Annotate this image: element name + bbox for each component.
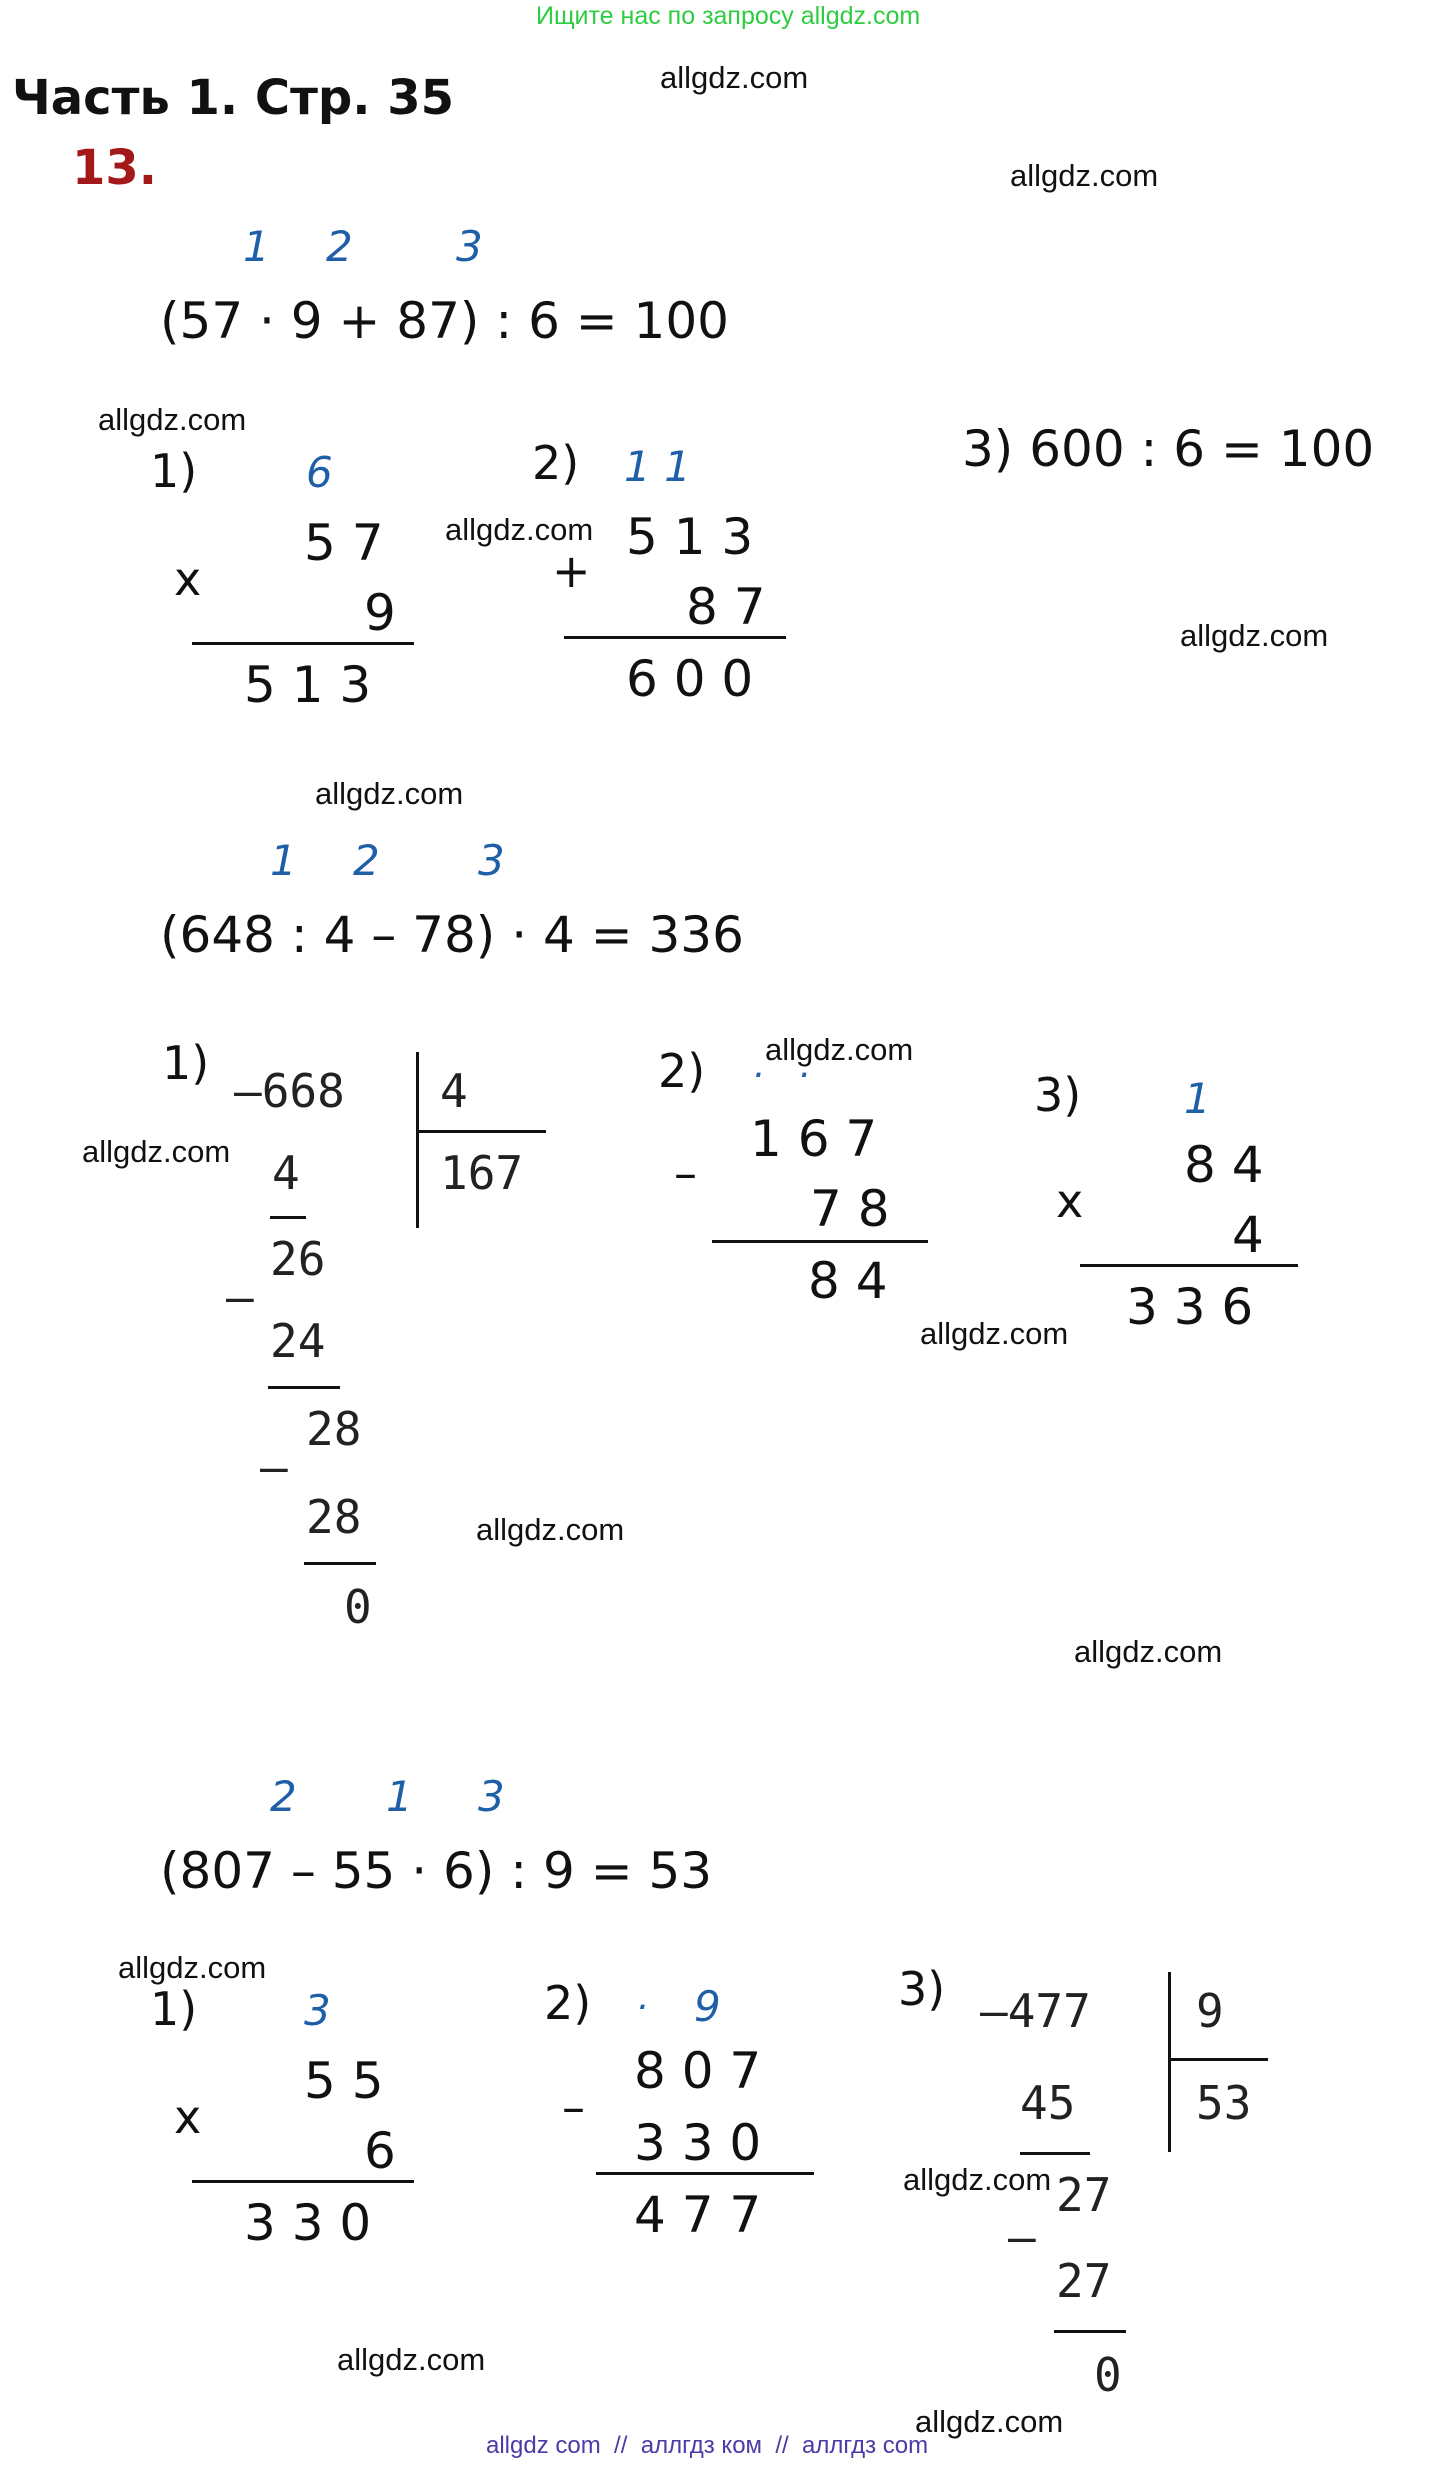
operator: x [1056,1174,1084,1228]
partial-line [304,1562,376,1565]
operand-top: 8 0 7 [634,2042,762,2100]
watermark: allgdz.com [915,2404,1064,2439]
step-text: 3) 600 : 6 = 100 [962,420,1375,478]
expression: (807 – 55 · 6) : 9 = 53 [160,1842,713,1900]
part-title: Часть 1. Стр. 35 [12,70,455,126]
order-digit: 2 [270,1772,297,1821]
dividend: –668 [234,1064,345,1118]
watermark: allgdz.com [1010,158,1159,193]
dividend: –477 [980,1984,1091,2038]
operator: + [552,544,591,598]
result: 3 3 6 [1126,1278,1254,1336]
quotient: 53 [1196,2076,1252,2130]
borrow-dots: · [636,1987,648,2028]
search-hint-link[interactable]: Ищите нас по запросу allgdz.com [536,2,921,30]
operand-top: 8 4 [1184,1136,1264,1194]
expression: (57 · 9 + 87) : 6 = 100 [160,292,729,350]
result: 4 7 7 [634,2186,762,2244]
operand-top: 5 1 3 [626,508,754,566]
operator: x [174,2090,202,2144]
result-line [1080,1264,1298,1267]
result-line [564,636,786,639]
step-label: 2) [544,1976,592,2030]
partial-row: 28 [306,1490,362,1544]
division-bar [1168,1972,1171,2152]
partial-row: 27 [1056,2254,1112,2308]
footer-links[interactable]: allgdz com // аллгдз ком // аллгдз com [486,2432,929,2459]
minus-sign: – [1008,2210,1036,2264]
result: 3 3 0 [244,2194,372,2252]
result: 5 1 3 [244,656,372,714]
result: 6 0 0 [626,650,754,708]
step-label: 2) [532,436,580,490]
carry-digit: 3 [304,1986,331,2035]
operator: x [174,552,202,606]
watermark: allgdz.com [118,1950,267,1985]
order-digit: 3 [478,1772,505,1821]
watermark: allgdz.com [82,1134,231,1169]
result-line [712,1240,928,1243]
operand-bottom: 9 [364,584,396,642]
divisor: 9 [1196,1984,1224,2038]
division-bar [416,1052,419,1228]
step-label: 3) [1034,1068,1082,1122]
partial-row: 27 [1056,2168,1112,2222]
watermark: allgdz.com [315,776,464,811]
operand-bottom: 3 3 0 [634,2114,762,2172]
watermark: allgdz.com [445,512,594,547]
borrow-dots: · · [752,1055,810,1096]
remainder: 0 [1094,2348,1122,2402]
result-line [192,642,414,645]
result-line [192,2180,414,2183]
partial-line [270,1216,306,1219]
order-digit: 1 [386,1772,413,1821]
minus-sign: – [260,1440,288,1494]
watermark: allgdz.com [337,2342,486,2377]
watermark: allgdz.com [476,1512,625,1547]
operator: – [562,2080,585,2134]
partial-row: 24 [270,1314,326,1368]
operand-bottom: 8 7 [686,578,766,636]
order-digit: 1 [270,836,297,885]
quotient-line [1168,2058,1268,2061]
expression: (648 : 4 – 78) · 4 = 336 [160,906,744,964]
result: 8 4 [808,1252,888,1310]
carry-digit: 6 [306,448,333,497]
watermark: allgdz.com [660,60,809,95]
watermark: allgdz.com [765,1032,914,1067]
divisor: 4 [440,1064,468,1118]
partial-row: 45 [1020,2076,1076,2130]
partial-row: 4 [272,1146,300,1200]
result-line [596,2172,814,2175]
step-label: 1) [150,1982,198,2036]
order-digit: 3 [478,836,505,885]
quotient-line [416,1130,546,1133]
operand-bottom: 7 8 [810,1180,890,1238]
partial-line [1020,2152,1090,2155]
carry-digit: 1 1 [624,442,691,491]
order-digit: 2 [353,836,380,885]
operand-bottom: 6 [364,2122,396,2180]
step-label: 1) [162,1036,210,1090]
watermark: allgdz.com [98,402,247,437]
order-digit: 2 [326,222,353,271]
step-label: 1) [150,444,198,498]
carry-digit: 1 [1184,1074,1211,1123]
partial-row: 26 [270,1232,326,1286]
quotient: 167 [440,1146,524,1200]
partial-line [1054,2330,1126,2333]
watermark: allgdz.com [903,2162,1052,2197]
step-label: 3) [898,1962,946,2016]
order-digit: 1 [243,222,270,271]
operand-top: 5 5 [304,2052,384,2110]
partial-line [268,1386,340,1389]
partial-row: 28 [306,1402,362,1456]
operand-top: 5 7 [304,514,384,572]
operand-bottom: 4 [1232,1206,1264,1264]
operator: – [674,1146,697,1200]
carry-digit: 9 [694,1982,721,2031]
task-number: 13. [72,140,158,196]
watermark: allgdz.com [1074,1634,1223,1669]
watermark: allgdz.com [920,1316,1069,1351]
minus-sign: – [226,1270,254,1324]
watermark: allgdz.com [1180,618,1329,653]
order-digit: 3 [456,222,483,271]
operand-top: 1 6 7 [750,1110,878,1168]
step-label: 2) [658,1044,706,1098]
remainder: 0 [344,1580,372,1634]
